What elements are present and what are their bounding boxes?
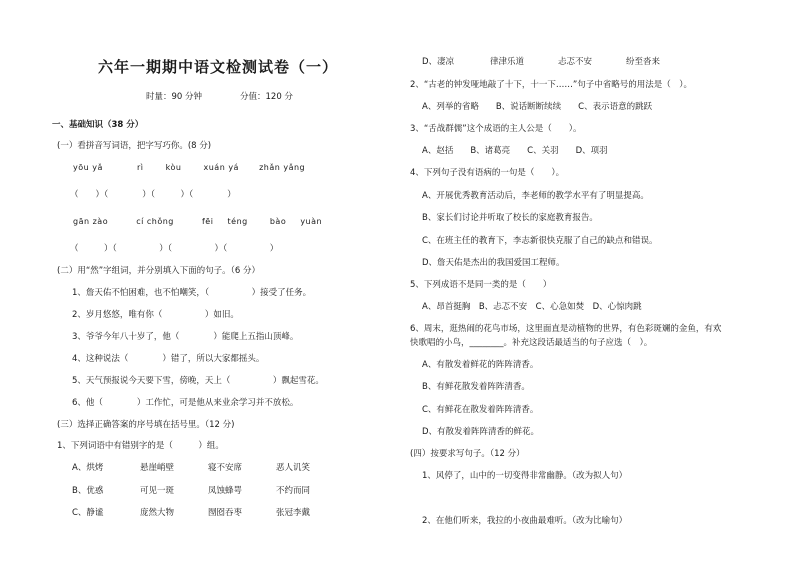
q3-6-option: C、有鲜花在散发着阵阵清香。: [422, 405, 539, 415]
q2-item: 3、爷爷今年八十岁了，他（ ）能爬上五指山顶峰。: [72, 332, 299, 342]
q3-title: (三）选择正确答案的序号填在括号里。（12 分): [57, 420, 235, 430]
pinyin: gān zào: [73, 217, 109, 226]
word: 律津乐道: [490, 57, 525, 67]
s4-question-2: 2、在他们听来，我拉的小夜曲最难听。（改为比喻句）: [422, 516, 628, 526]
q3-1-option-c: [72, 508, 344, 519]
q2-item: 5、天气预报说今天要下雪，傍晚，天上（ ）飘起雪花。: [72, 376, 324, 386]
q2-title: (二）用“然”字组词，并分别填入下面的句子。（6 分）: [57, 266, 260, 276]
word: 囫囵吞枣: [208, 508, 243, 518]
q3-6-option: B、有鲜花散发着阵阵清香。: [422, 382, 530, 392]
q3-6-question-line1: 6、周末，逛热闹的花鸟市场，这里面直是动植物的世界，有色彩斑斓的金鱼，有欢: [410, 324, 722, 334]
s4-question-1: 1、风停了，山中的一切变得非常幽静。（改为拟人句）: [422, 471, 628, 481]
q3-2-question: 2、“古老的钟发哑地敲了十下，十一下……”句子中省略号的用法是（ ）。: [410, 80, 692, 90]
q3-3-options: A、赵括 B、诸葛亮 C、关羽 D、项羽: [422, 146, 608, 156]
word: 恶人讥笑: [276, 463, 311, 473]
word: C、静谧: [72, 508, 104, 518]
q3-1-question: 1、下列词语中有错别字的是（ ）组。: [57, 441, 224, 451]
pinyin: cí chǒng: [136, 217, 174, 226]
word: 悬崖峭壁: [140, 463, 175, 473]
q3-3-question: 3、“舌战群儒”这个成语的主人公是（ ）。: [410, 124, 582, 134]
word: D、凄凉: [422, 57, 455, 67]
exam-time: 时量：90 分钟: [146, 92, 203, 102]
word: 可见一斑: [140, 486, 175, 496]
q3-1-option-a: [72, 463, 344, 474]
word: 庞然大物: [140, 508, 175, 518]
word: 不约而同: [276, 486, 311, 496]
q3-4-option: B、家长们讨论并听取了校长的家庭教育报告。: [422, 213, 598, 223]
pinyin: rì: [136, 163, 144, 172]
q3-4-question: 4、下列句子没有语病的一句是（ ）。: [410, 168, 565, 178]
section-1-heading: 一、基础知识（38 分）: [52, 120, 144, 130]
q2-item: 2、岁月悠悠，唯有你（ ）如旧。: [72, 310, 239, 320]
pinyin: fēi: [201, 217, 214, 226]
word: A、烘烤: [72, 463, 104, 473]
q3-4-option: A、开展优秀教育活动后，李老师的教学水平有了明显提高。: [422, 191, 649, 201]
q3-4-option: D、詹天佑是杰出的我国爱国工程师。: [422, 258, 565, 268]
word: 忐忑不安: [558, 57, 593, 67]
word: 凤蚀蜂咢: [208, 486, 243, 496]
answer-brackets-row-1[interactable]: （ ）（ ）（ ）（ ）: [70, 190, 236, 200]
word: 寝不安席: [208, 463, 243, 473]
pinyin: zhǎn yǎng: [259, 163, 306, 172]
q2-item: 6、他（ ）工作忙，可是他从来业余学习并不放松。: [72, 398, 299, 408]
exam-score: 分值：120 分: [240, 92, 293, 102]
word: B、优惑: [72, 486, 104, 496]
q3-6-question-line2: 快歌唱的小鸟，________。补充这段话最适当的句子应选（ ）。: [410, 338, 653, 348]
page-title: 六年一期期中语文检测试卷（一）: [98, 58, 339, 76]
q3-6-option: A、有散发着鲜花的阵阵清香。: [422, 360, 539, 370]
q3-4-option: C、在班主任的教育下，李志新很快克服了自己的缺点和错误。: [422, 236, 658, 246]
q3-1-option-b: [72, 486, 344, 497]
word: 纷至沓来: [626, 57, 661, 67]
pinyin-row-1: [73, 162, 305, 173]
q3-6-option: D、有散发着阵阵清香的鲜花。: [422, 427, 540, 437]
answer-brackets-row-2[interactable]: （ ）（ ）（ ）（ ）: [70, 244, 279, 254]
word: 张冠李戴: [276, 508, 311, 518]
q1-title: (一）看拼音写词语，把字写巧你。(8 分): [57, 141, 212, 151]
q3-5-options: A、昂首挺胸 B、忐忑不安 C、心急如焚 D、心惊肉跳: [422, 302, 642, 312]
q3-5-question: 5、下列成语不是同一类的是（ ）: [410, 280, 552, 290]
q2-item: 4、这种说法（ ）错了，所以大家都摇头。: [72, 354, 265, 364]
pinyin: kòu: [165, 163, 182, 172]
pinyin-row-2: [73, 216, 322, 227]
q2-item: 1、詹天佑不怕困难，也不怕嘲笑，（ ）接受了任务。: [72, 288, 312, 298]
q3-1-option-d: [422, 57, 694, 68]
pinyin: bào: [269, 217, 287, 226]
q3-2-options: A、列举的省略 B、说话断断续续 C、表示语意的跳跃: [422, 102, 653, 112]
pinyin: yuàn: [300, 217, 323, 226]
pinyin: yōu yǎ: [73, 163, 103, 172]
pinyin: téng: [227, 217, 248, 226]
section-4-heading: (四）按要求写句子。（12 分）: [410, 449, 525, 459]
pinyin: xuán yá: [203, 163, 239, 172]
